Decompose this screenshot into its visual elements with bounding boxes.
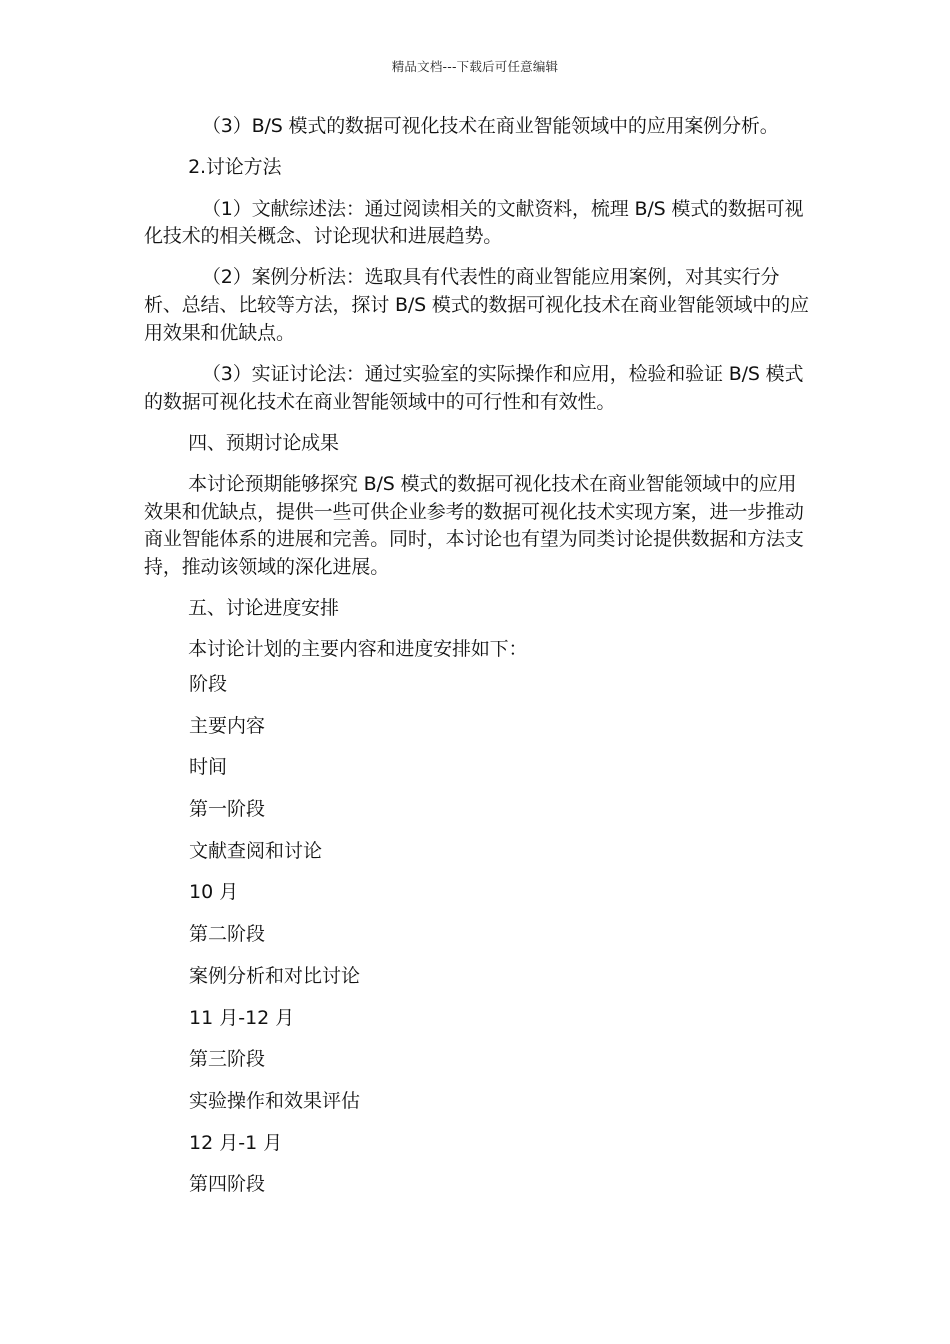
schedule-time: 11 月-12 月 (189, 1006, 295, 1029)
page-header: 精品文档---下载后可任意编辑 (391, 59, 559, 74)
paragraph: （3）B/S 模式的数据可视化技术在商业智能领域中的应用案例分析。 (201, 115, 779, 137)
paragraph: （3）实证讨论法：通过实验室的实际操作和应用，检验和验证 B/S 模式的数据可视化技术在商业智能领域中的可行性和有效性。 (144, 362, 804, 413)
schedule-time: 10 月 (189, 881, 239, 904)
document-body (144, 113, 810, 1206)
schedule-header-time: 时间 (189, 756, 228, 779)
schedule-list (144, 664, 810, 1206)
schedule-header-content: 主要内容 (189, 714, 266, 737)
schedule-stage: 第三阶段 (189, 1048, 266, 1071)
schedule-content: 实验操作和效果评估 (189, 1089, 361, 1112)
section-heading: 四、预期讨论成果 (188, 431, 339, 454)
schedule-time: 12 月-1 月 (189, 1131, 283, 1154)
paragraph: 本讨论预期能够探究 B/S 模式的数据可视化技术在商业智能领域中的应用效果和优缺点，提供一些可供企业参考的数据可视化技术实现方案，进一步推动商业智能体系的进展和完善。同时，本讨论也有望为同类讨论提供数据和方法支持，推动该领域的深化进展。 (144, 473, 804, 578)
paragraph: （2）案例分析法：选取具有代表性的商业智能应用案例，对其实行分析、总结、比较等方法，探讨 B/S 模式的数据可视化技术在商业智能领域中的应用效果和优缺点。 (144, 266, 809, 344)
schedule-stage: 第一阶段 (189, 798, 266, 821)
schedule-content: 文献查阅和讨论 (189, 839, 323, 862)
paragraph: （1）文献综述法：通过阅读相关的文献资料，梳理 B/S 模式的数据可视化技术的相关概念、讨论现状和进展趋势。 (144, 197, 804, 248)
section-heading: 五、讨论进度安排 (188, 597, 339, 620)
schedule-content: 案例分析和对比讨论 (189, 964, 361, 987)
section-heading: 2.讨论方法 (188, 156, 282, 179)
schedule-stage: 第二阶段 (189, 923, 266, 946)
schedule-header-stage: 阶段 (189, 673, 228, 695)
schedule-stage: 第四阶段 (189, 1173, 266, 1196)
paragraph: 本讨论计划的主要内容和进度安排如下： (188, 638, 528, 661)
